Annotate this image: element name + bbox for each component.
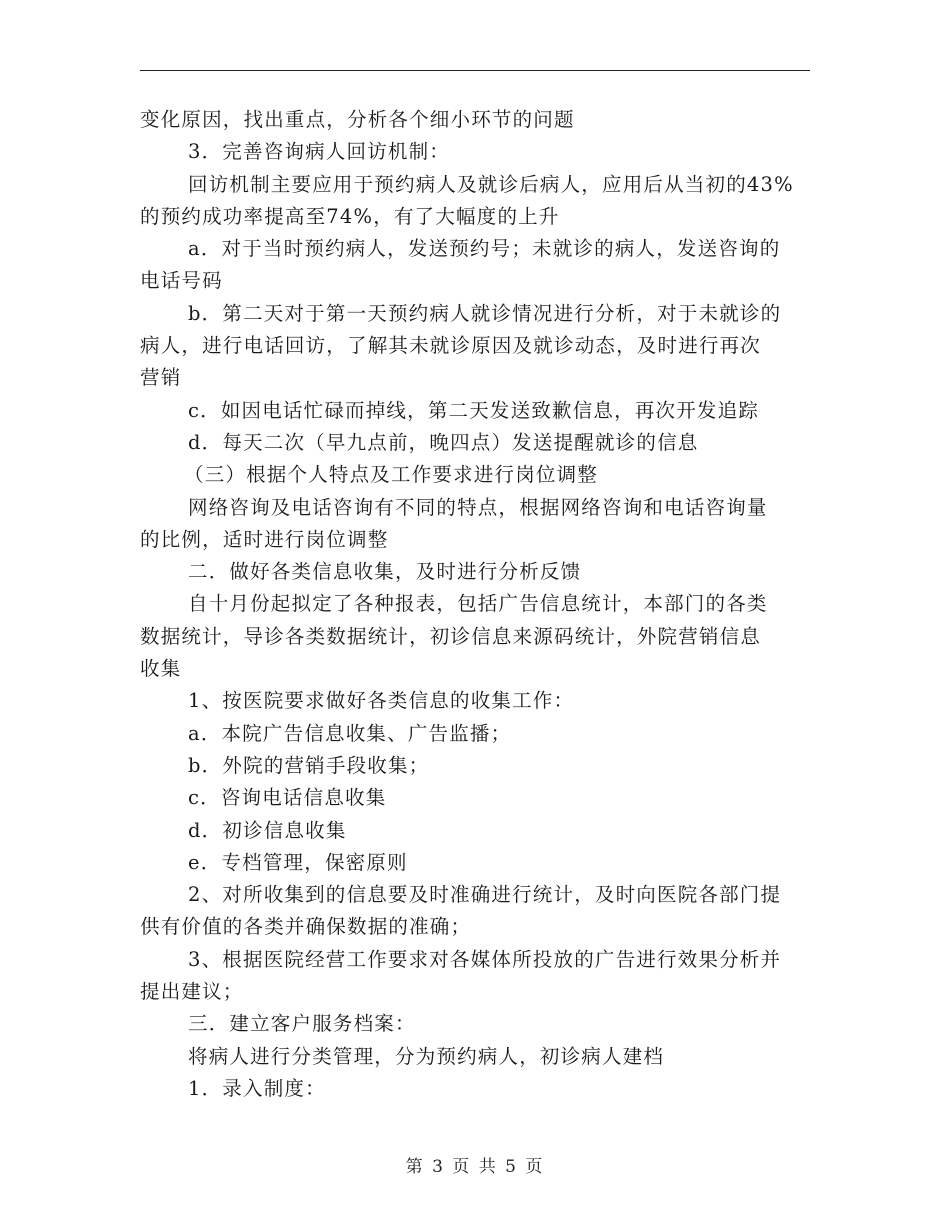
text-line: 营销 — [140, 366, 182, 390]
text-line: a．本院广告信息收集、广告监播； — [188, 721, 512, 745]
text-line: c．如因电话忙碌而掉线，第二天发送致歉信息，再次开发追踪 — [188, 398, 760, 422]
text-line: 网络咨询及电话咨询有不同的特点，根据网络咨询和电话咨询量 — [188, 495, 768, 519]
text-line: （三）根据个人特点及工作要求进行岗位调整 — [184, 463, 599, 487]
text-line: 收集 — [140, 657, 182, 681]
text-line: c．咨询电话信息收集 — [188, 786, 387, 810]
text-line: 供有价值的各类并确保数据的准确； — [140, 915, 472, 939]
text-line: 的预约成功率提高至74%，有了大幅度的上升 — [140, 204, 560, 228]
text-line: b．第二天对于第一天预约病人就诊情况进行分析，对于未就诊的 — [188, 301, 782, 325]
text-line: 2、对所收集到的信息要及时准确进行统计，及时向医院各部门提 — [188, 883, 782, 907]
page-number: 第 3 页 共 5 页 — [405, 1157, 545, 1177]
text-line: 将病人进行分类管理，分为预约病人，初诊病人建档 — [188, 1044, 665, 1068]
header-rule — [140, 70, 810, 71]
text-line: 变化原因，找出重点，分析各个细小环节的问题 — [140, 108, 575, 131]
text-line: 3、根据医院经营工作要求对各媒体所投放的广告进行效果分析并 — [188, 947, 782, 971]
text-line: d．初诊信息收集 — [188, 818, 347, 842]
text-line: e．专档管理，保密原则 — [188, 850, 408, 874]
text-line: b．外院的营销手段收集； — [188, 753, 430, 777]
text-line: 1．录入制度： — [188, 1076, 326, 1100]
text-line: 病人，进行电话回访，了解其未就诊原因及就诊动态，及时进行再次 — [140, 334, 762, 358]
text-line: 二．做好各类信息收集，及时进行分析反馈 — [188, 560, 582, 584]
text-line: 3．完善咨询病人回访机制： — [188, 140, 451, 164]
text-line: d．每天二次（早九点前，晚四点）发送提醒就诊的信息 — [188, 430, 699, 454]
text-line: 电话号码 — [140, 269, 223, 293]
text-line: 自十月份起拟定了各种报表，包括广告信息统计，本部门的各类 — [188, 592, 768, 616]
text-line: 回访机制主要应用于预约病人及就诊后病人，应用后从当初的43% — [188, 172, 794, 196]
text-line: 提出建议； — [140, 980, 244, 1004]
text-line: 三．建立客户服务档案： — [188, 1012, 416, 1036]
text-line: 数据统计，导诊各类数据统计，初诊信息来源码统计，外院营销信息 — [140, 624, 762, 648]
document-body — [140, 104, 812, 1105]
text-line: 1、按医院要求做好各类信息的收集工作： — [188, 689, 575, 713]
text-line: a．对于当时预约病人，发送预约号；未就诊的病人，发送咨询的 — [188, 237, 781, 261]
text-line: 的比例，适时进行岗位调整 — [140, 527, 389, 551]
page-footer — [0, 1152, 950, 1177]
